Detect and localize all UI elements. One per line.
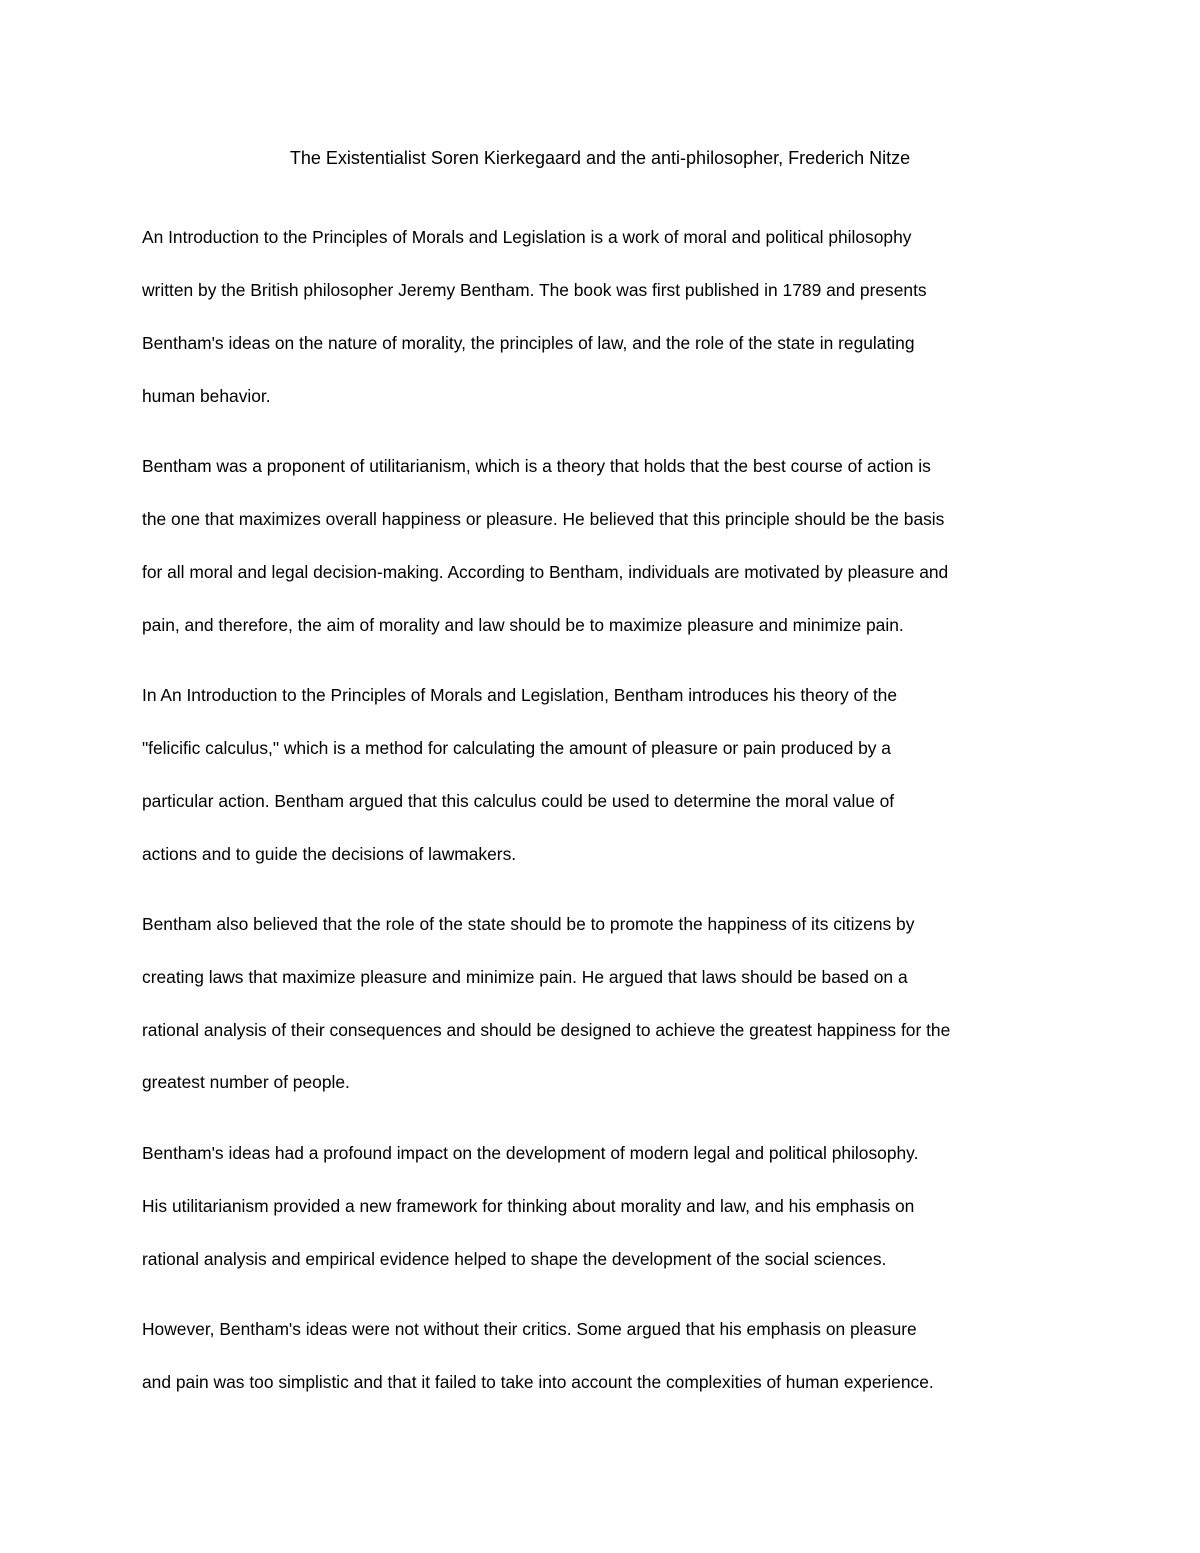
- paragraph-2: [142, 440, 1082, 652]
- paragraph-line: Bentham was a proponent of utilitarianism, which is a theory that holds that the best course of action is: [142, 455, 931, 476]
- paragraph-line: "felicific calculus," which is a method for calculating the amount of pleasure or pain produced by a: [142, 737, 891, 758]
- paragraph-line: His utilitarianism provided a new framework for thinking about morality and law, and his emphasis on: [142, 1195, 915, 1216]
- paragraph-line: particular action. Bentham argued that this calculus could be used to determine the moral value of: [142, 790, 895, 811]
- paragraph-line: However, Bentham's ideas were not without their critics. Some argued that his emphasis on pleasure: [142, 1318, 917, 1339]
- paragraph-line: rational analysis of their consequences and should be designed to achieve the greatest happiness for the: [142, 1019, 951, 1040]
- paragraph-line: Bentham's ideas had a profound impact on the development of modern legal and political philosophy.: [142, 1142, 919, 1163]
- paragraph-line: and pain was too simplistic and that it failed to take into account the complexities of human experience.: [142, 1371, 934, 1392]
- paragraph-line: actions and to guide the decisions of lawmakers.: [142, 843, 517, 864]
- paragraph-line: creating laws that maximize pleasure and minimize pain. He argued that laws should be based on a: [142, 966, 908, 987]
- paragraph-line: human behavior.: [142, 385, 271, 406]
- paragraph-4: [142, 898, 1082, 1110]
- paragraph-6: [142, 1303, 1082, 1409]
- paragraph-line: greatest number of people.: [142, 1072, 350, 1093]
- paragraph-5: [142, 1127, 1082, 1286]
- paragraph-line: An Introduction to the Principles of Morals and Legislation is a work of moral and political philosophy: [142, 227, 912, 247]
- paragraph-line: the one that maximizes overall happiness or pleasure. He believed that this principle should be the basis: [142, 508, 945, 529]
- paragraph-line: pain, and therefore, the aim of morality and law should be to maximize pleasure and minimize pain.: [142, 614, 904, 635]
- paragraph-line: written by the British philosopher Jeremy Bentham. The book was first published in 1789 and presents: [142, 279, 927, 300]
- paragraph-1: [142, 211, 1082, 423]
- paragraph-line: for all moral and legal decision-making. According to Bentham, individuals are motivated by pleasure and: [142, 561, 949, 582]
- paragraph-line: Bentham's ideas on the nature of morality, the principles of law, and the role of the state in regulating: [142, 332, 915, 353]
- document-body: [142, 211, 1082, 1426]
- document-title: The Existentialist Soren Kierkegaard and the anti-philosopher, Frederich Nitze: [289, 148, 911, 168]
- paragraph-line: rational analysis and empirical evidence helped to shape the development of the social sciences.: [142, 1248, 887, 1269]
- paragraph-line: In An Introduction to the Principles of Morals and Legislation, Bentham introduces his theory of the: [142, 684, 897, 705]
- paragraph-3: [142, 669, 1082, 881]
- paragraph-line: Bentham also believed that the role of the state should be to promote the happiness of its citizens by: [142, 913, 915, 934]
